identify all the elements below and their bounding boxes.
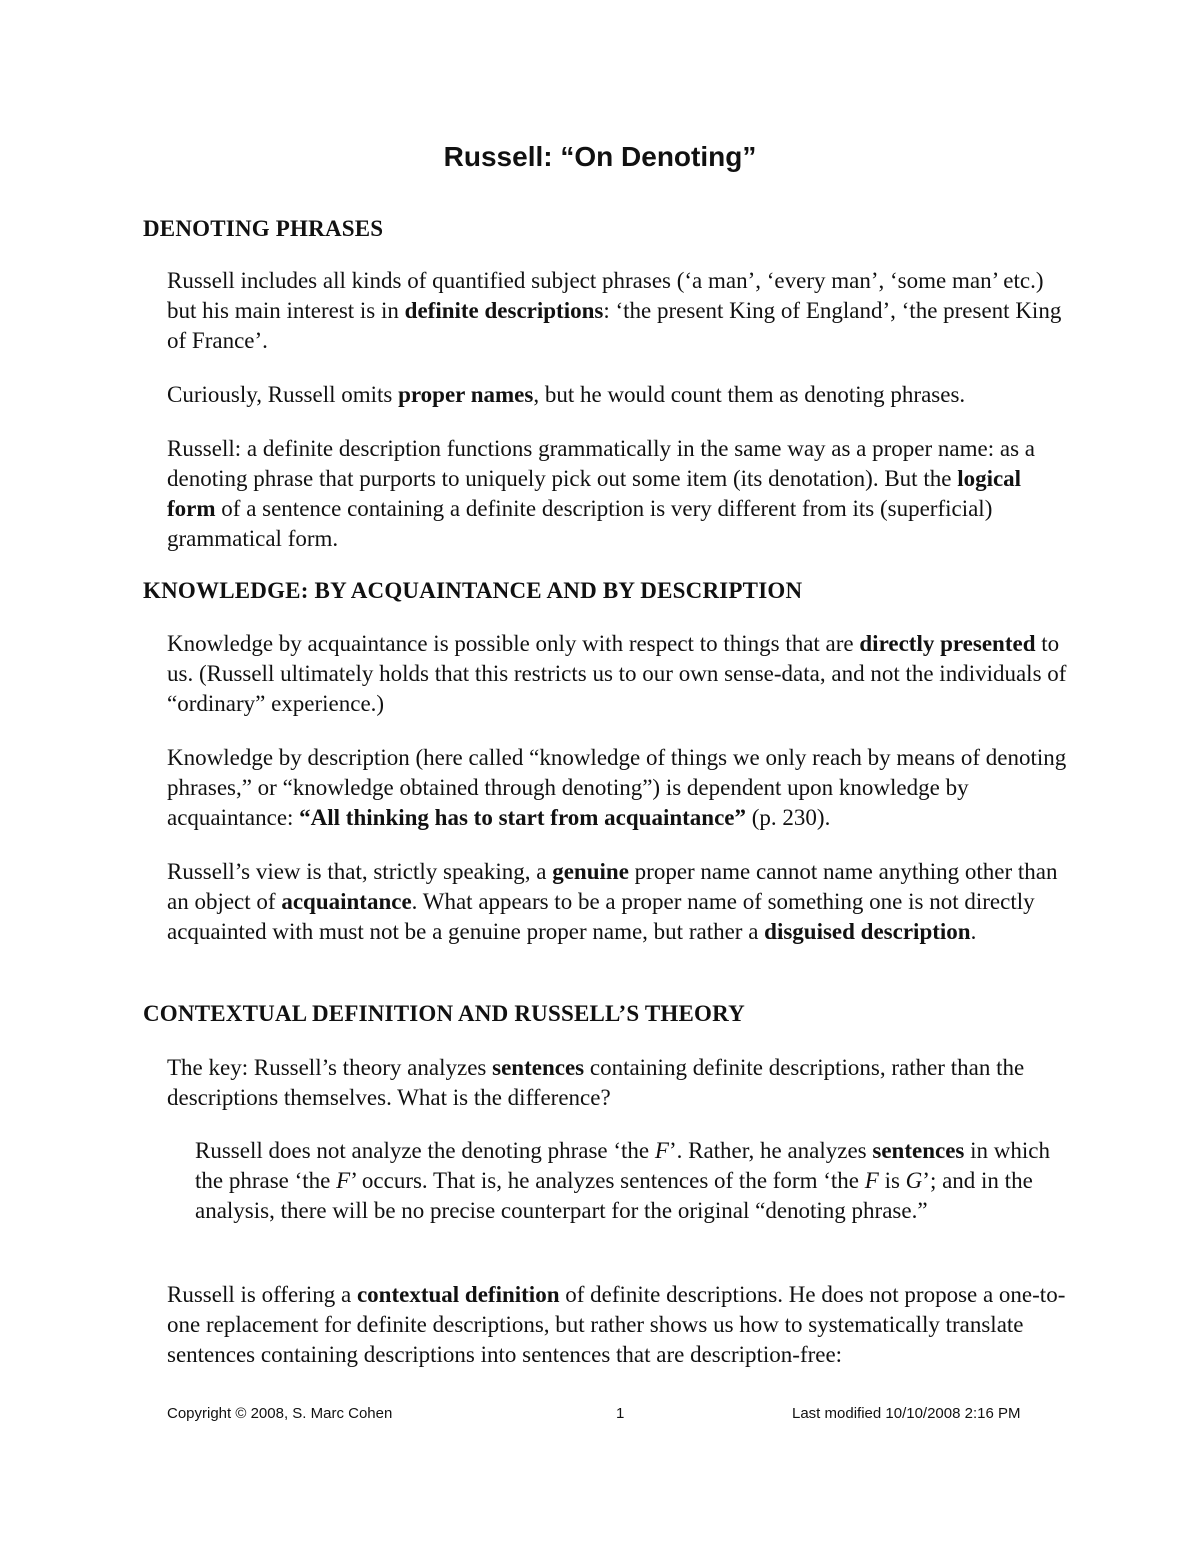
text-run: to us. (Russell ultimately holds that this restricts us to our own sense-data, and not the individuals of “ordinary” experience.) xyxy=(167,631,1067,716)
section-heading-knowledge: KNOWLEDGE: BY ACQUAINTANCE AND BY DESCRIPTION xyxy=(143,578,803,603)
text-run: Russell: a definite description functions grammatically in the same way as a proper name: as a denoting phrase that purports to uniquely pick out some item (its denotation). But the xyxy=(167,436,1035,491)
bold-quote: “All thinking has to start from acquaintance” xyxy=(299,805,746,830)
footer-page-number: 1 xyxy=(616,1405,625,1422)
bold-term: acquaintance xyxy=(281,889,412,914)
bold-term: sentences xyxy=(492,1055,585,1080)
bold-term: genuine xyxy=(552,859,629,884)
paragraph xyxy=(167,434,1067,554)
text-run: Russell is offering a xyxy=(167,1282,357,1307)
text-run: Knowledge by description (here called “knowledge of things we only reach by means of denoting phrases,” or “knowledge obtained through denoting”) is dependent upon knowledge by acquaintance: xyxy=(167,745,1067,830)
text-run: The key: Russell’s theory analyzes xyxy=(167,1055,493,1080)
text-run: proper name cannot name anything other than an object of xyxy=(167,859,1058,914)
bold-term: disguised description xyxy=(764,919,971,944)
section-heading-denoting-phrases: DENOTING PHRASES xyxy=(143,216,384,241)
indented-paragraph xyxy=(195,1136,1065,1226)
bold-term: directly presented xyxy=(859,631,1036,656)
paragraph xyxy=(167,743,1067,833)
bold-term: proper names xyxy=(398,382,534,407)
text-run: ’ occurs. That is, he analyzes sentences of the form ‘the xyxy=(350,1168,865,1193)
bold-term: sentences xyxy=(872,1138,965,1163)
paragraph xyxy=(167,266,1067,356)
italic-variable: F xyxy=(336,1168,351,1193)
text-run: ’; and in the analysis, there will be no precise counterpart for the original “denoting phrase.” xyxy=(195,1168,1033,1223)
text-run: ’. Rather, he analyzes xyxy=(668,1138,873,1163)
text-run: . xyxy=(970,919,977,944)
paragraph xyxy=(167,380,1067,410)
italic-variable: F xyxy=(864,1168,879,1193)
italic-variable: G xyxy=(905,1168,923,1193)
bold-term: contextual definition xyxy=(356,1282,560,1307)
page-title: Russell: “On Denoting” xyxy=(443,141,757,172)
bold-term: definite descriptions xyxy=(404,298,604,323)
text-run: Curiously, Russell omits xyxy=(167,382,399,407)
paragraph xyxy=(167,629,1067,719)
text-run: in which the phrase ‘the xyxy=(195,1138,1050,1193)
text-run: (p. 230). xyxy=(746,805,831,830)
paragraph xyxy=(167,1280,1067,1370)
text-run: Russell does not analyze the denoting phrase ‘the xyxy=(195,1138,655,1163)
bold-term: logical form xyxy=(167,466,1022,521)
text-run: , but he would count them as denoting phrases. xyxy=(533,382,966,407)
italic-variable: F xyxy=(654,1138,669,1163)
text-run: Russell includes all kinds of quantified subject phrases (‘a man’, ‘every man’, ‘some man’ etc.) but his main interest is in xyxy=(167,268,1044,323)
text-run: : ‘the present King of England’, ‘the present King of France’. xyxy=(167,298,1062,353)
text-run: of definite descriptions. He does not propose a one-to-one replacement for definite descriptions, but rather shows us how to systematically translate sentences containing descriptions into sentences that are description-free: xyxy=(167,1282,1066,1367)
text-run: Russell’s view is that, strictly speaking, a xyxy=(167,859,553,884)
paragraph xyxy=(167,1053,1067,1113)
text-run: containing definite descriptions, rather than the descriptions themselves. What is the difference? xyxy=(167,1055,1025,1110)
text-run: Knowledge by acquaintance is possible only with respect to things that are xyxy=(167,631,860,656)
section-heading-contextual-definition: CONTEXTUAL DEFINITION AND RUSSELL’S THEORY xyxy=(143,1001,745,1026)
footer-last-modified: Last modified 10/10/2008 2:16 PM xyxy=(792,1405,1021,1422)
paragraph xyxy=(167,857,1067,947)
text-run: of a sentence containing a definite description is very different from its (superficial) grammatical form. xyxy=(167,496,993,551)
text-run: . What appears to be a proper name of something one is not directly acquainted with must not be a genuine proper name, but rather a xyxy=(167,889,1035,944)
footer-copyright: Copyright © 2008, S. Marc Cohen xyxy=(167,1405,393,1422)
text-run: is xyxy=(878,1168,906,1193)
